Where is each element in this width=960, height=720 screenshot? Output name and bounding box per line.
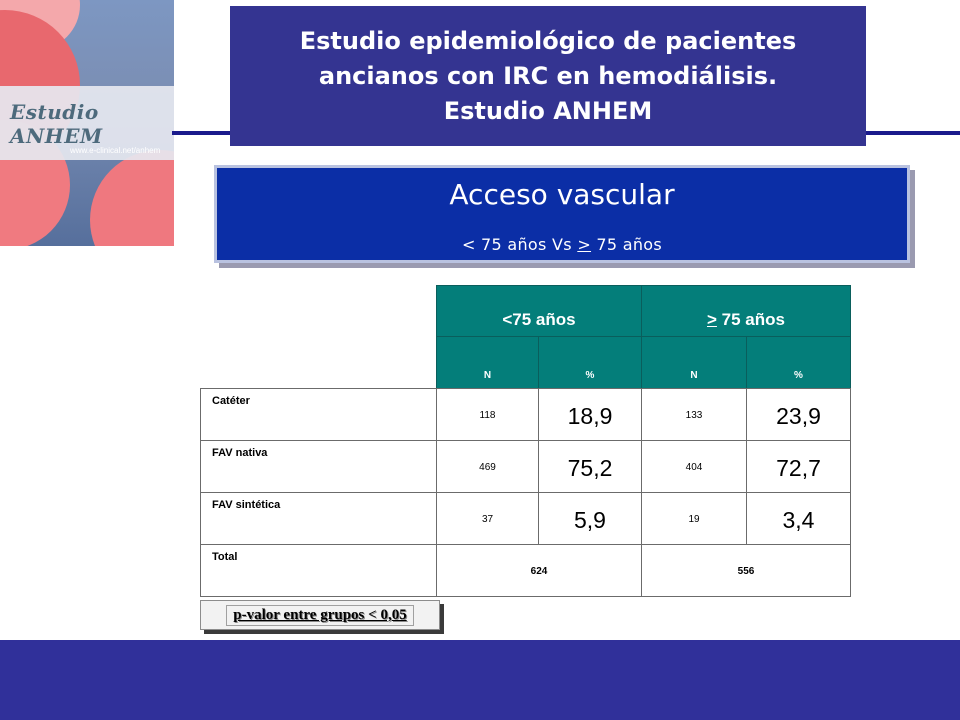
pvalue-box	[200, 600, 440, 630]
table-cell-percent: 72,7	[746, 440, 851, 493]
row-label-cateter: Catéter	[200, 388, 437, 441]
subtitle-banner	[214, 165, 910, 263]
table-cell-percent: 3,4	[746, 492, 851, 545]
header-under-75: <75 años	[436, 285, 642, 337]
footer-bar	[0, 640, 960, 720]
subtitle-comparison	[217, 235, 907, 254]
subheader-n: N	[436, 336, 539, 389]
row-label-fav-nativa: FAV nativa	[200, 440, 437, 493]
table-cell-percent: 18,9	[538, 388, 642, 441]
greater-equal-symbol: >	[577, 235, 592, 254]
table-cell-n: 19	[641, 492, 747, 545]
subheader-n: N	[641, 336, 747, 389]
total-75-plus: 556	[641, 544, 851, 597]
subheader-percent: %	[538, 336, 642, 389]
header-75-plus-label: 75 años	[716, 310, 785, 329]
row-label-fav-sintetica: FAV sintética	[200, 492, 437, 545]
table-cell-percent: 5,9	[538, 492, 642, 545]
total-under-75: 624	[436, 544, 642, 597]
table-cell-percent: 75,2	[538, 440, 642, 493]
subtitle-main: Acceso vascular	[449, 178, 675, 211]
row-label-total: Total	[200, 544, 437, 597]
estudio-anhem-logo	[0, 0, 174, 246]
slide-title	[230, 6, 866, 146]
pvalue-text: p-valor entre grupos < 0,05	[226, 605, 413, 626]
greater-equal-symbol: >	[707, 310, 717, 329]
logo-decoration	[90, 150, 174, 246]
header-75-plus	[641, 285, 851, 337]
table-cell-n: 469	[436, 440, 539, 493]
subtitle-suffix: 75 años	[591, 235, 663, 254]
subheader-percent: %	[746, 336, 851, 389]
title-line-2: ancianos con IRC en hemodiálisis.	[318, 61, 778, 90]
table-cell-percent: 23,9	[746, 388, 851, 441]
logo-url: www.e-clinical.net/anhem	[70, 146, 161, 155]
table-cell-n: 133	[641, 388, 747, 441]
logo-name: Estudio ANHEM	[10, 100, 103, 148]
table-cell-n: 37	[436, 492, 539, 545]
table-cell-n: 118	[436, 388, 539, 441]
table-cell-n: 404	[641, 440, 747, 493]
title-line-1: Estudio epidemiológico de pacientes	[299, 26, 797, 55]
subtitle-prefix: < 75 años Vs	[461, 235, 578, 254]
title-line-3: Estudio ANHEM	[443, 96, 653, 125]
